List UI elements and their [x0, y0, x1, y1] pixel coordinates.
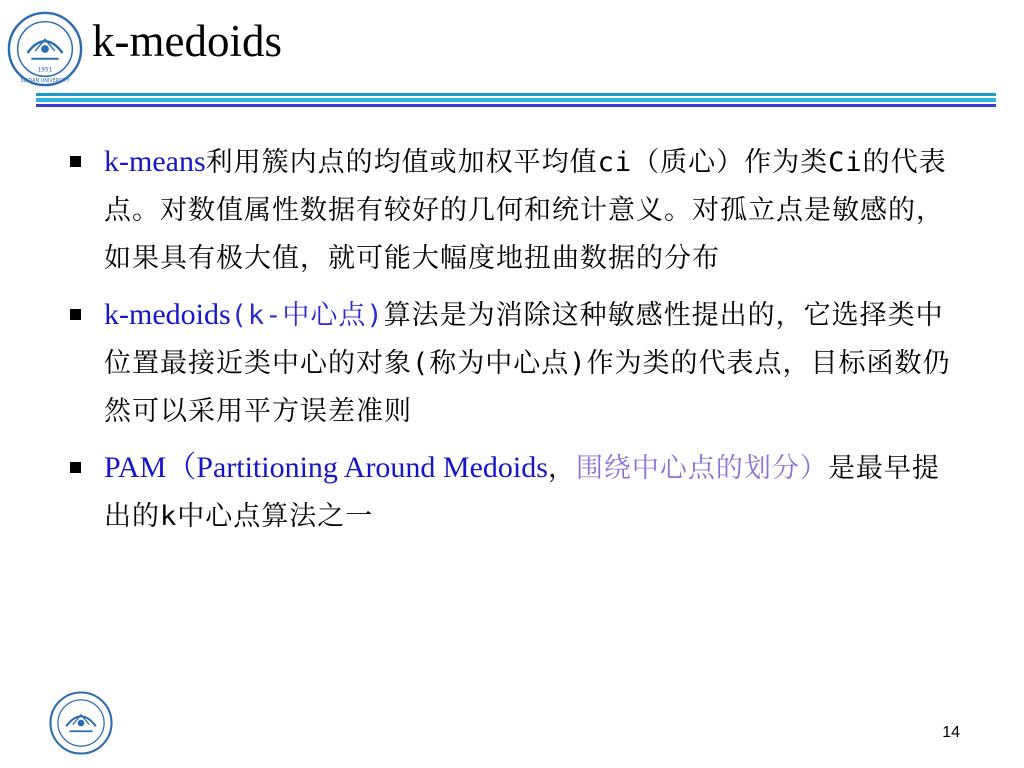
bullet-text [104, 138, 964, 283]
university-logo-icon [6, 10, 84, 88]
svg-text:SUIDAN UNIVERSITY: SUIDAN UNIVERSITY [20, 78, 70, 85]
bullet-term: PAM（Partitioning Around Medoids [104, 451, 548, 484]
bullet-item [64, 444, 964, 541]
page-number: 14 [942, 724, 960, 741]
bullet-body: 利用簇内点的均值或加权平均值ci（质心）作为类Ci的代表点。对数值属性数据有较好的几何和统计意义。对孤立点是敏感的，如果具有极大值，就可能大幅度地扭曲数据的分布 [104, 147, 947, 274]
bullet-body: 是最早提出的k中心点算法之一 [104, 453, 940, 532]
title-divider [36, 104, 996, 107]
bullet-text [104, 444, 964, 541]
square-bullet-icon [70, 156, 81, 167]
svg-text:1951: 1951 [37, 67, 53, 74]
title-divider [36, 93, 996, 96]
bullet-term-cn: (k-中心点) [230, 300, 384, 331]
bullet-text [104, 291, 964, 436]
university-logo-icon [48, 690, 114, 756]
bullet-term: k-means [104, 145, 206, 178]
slide-title: k-medoids [92, 16, 282, 66]
bullet-item [64, 291, 964, 436]
bullet-term: k-medoids [104, 298, 231, 331]
bullet-body: 算法是为消除这种敏感性提出的，它选择类中位置最接近类中心的对象(称为中心点)作为类的代表点，目标函数仍然可以采用平方误差准则 [104, 300, 951, 427]
square-bullet-icon [70, 462, 81, 473]
bullet-item [64, 138, 964, 283]
bullet-highlight: 围绕中心点的划分） [575, 453, 828, 484]
bullet-list [64, 138, 964, 549]
title-divider [36, 98, 996, 102]
square-bullet-icon [70, 309, 81, 320]
bullet-comma: ， [547, 453, 576, 484]
